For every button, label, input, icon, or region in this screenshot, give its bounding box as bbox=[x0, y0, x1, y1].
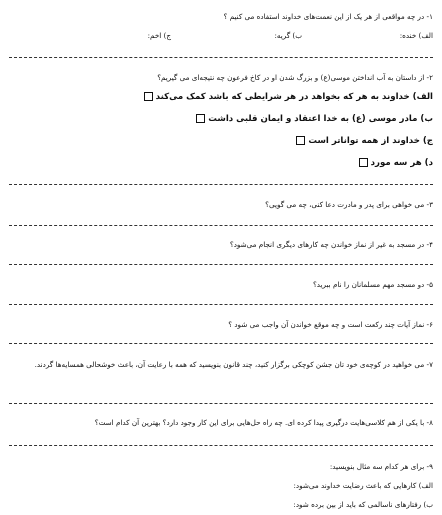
answer-line bbox=[9, 304, 433, 305]
answer-line bbox=[9, 264, 433, 265]
q9-item-b: ب) رفتارهای ناسالمی که باید از بین برده شود: bbox=[293, 500, 433, 509]
question-1-options bbox=[9, 31, 433, 40]
q2-option-d-label: د) هر سه مورد bbox=[370, 158, 433, 168]
q2-option-c bbox=[295, 136, 433, 146]
answer-line bbox=[9, 184, 433, 185]
q1-option-c: ج) اخم: bbox=[147, 31, 171, 40]
checkbox[interactable] bbox=[196, 114, 205, 123]
q2-option-b bbox=[195, 114, 433, 124]
q1-option-a: الف) خنده: bbox=[399, 31, 433, 40]
question-2: ۲- از داستان به آب انداختن موسی(ع) و بزرگ شدن او در کاخ فرعون چه نتیجه‌ای می گیریم؟ bbox=[157, 73, 433, 82]
answer-line bbox=[9, 445, 433, 446]
q2-option-c-label: ج) خداوند از همه تواناتر است bbox=[308, 136, 433, 146]
question-1: ۱- در چه مواقعی از هر یک از این نعمت‌های خداوند استفاده می کنیم ؟ bbox=[223, 12, 433, 21]
question-3: ۳- می خواهی برای پدر و مادرت دعا کنی، چه می گویی؟ bbox=[265, 200, 433, 209]
q2-option-d bbox=[358, 158, 433, 168]
q2-option-b-label: ب) مادر موسی (ع) به خدا اعتقاد و ایمان قلبی داشت bbox=[208, 114, 433, 124]
q9-item-a: الف) کارهایی که باعث رضایت خداوند می‌شود: bbox=[293, 481, 433, 490]
q2-option-a-label: الف) خداوند به هر که بخواهد در هر شرایطی که باشد کمک می‌کند bbox=[155, 92, 433, 102]
checkbox[interactable] bbox=[359, 158, 368, 167]
question-9: ۹- برای هر کدام سه مثال بنویسید: bbox=[329, 462, 433, 471]
question-7: ۷- می خواهید در کوچه‌ی خود تان جشن کوچکی برگزار کنید، چند قانون بنویسید که همه با رعایت آن، باعث خوشحالی همسایه‌ها گردند. bbox=[34, 360, 433, 369]
answer-line bbox=[9, 225, 433, 226]
checkbox[interactable] bbox=[144, 92, 153, 101]
answer-line bbox=[9, 403, 433, 404]
answer-line bbox=[9, 343, 433, 344]
q1-option-b: ب) گریه: bbox=[274, 31, 302, 40]
question-4: ۴- در مسجد به غیر از نماز خواندن چه کارهای دیگری انجام می‌شود؟ bbox=[229, 240, 433, 249]
question-8: ۸- با یکی از هم کلاسی‌هایت درگیری پیدا کرده ای. چه راه حل‌هایی برای این کار وجود دارد؟ بهترین آن کدام است؟ bbox=[94, 418, 433, 427]
q2-option-a bbox=[143, 92, 433, 102]
answer-line bbox=[9, 57, 433, 58]
checkbox[interactable] bbox=[296, 136, 305, 145]
question-5: ۵- دو مسجد مهم مسلمانان را نام ببرید؟ bbox=[312, 280, 433, 289]
question-6: ۶- نماز آیات چند رکعت است و چه موقع خواندن آن واجب می شود ؟ bbox=[228, 320, 433, 329]
